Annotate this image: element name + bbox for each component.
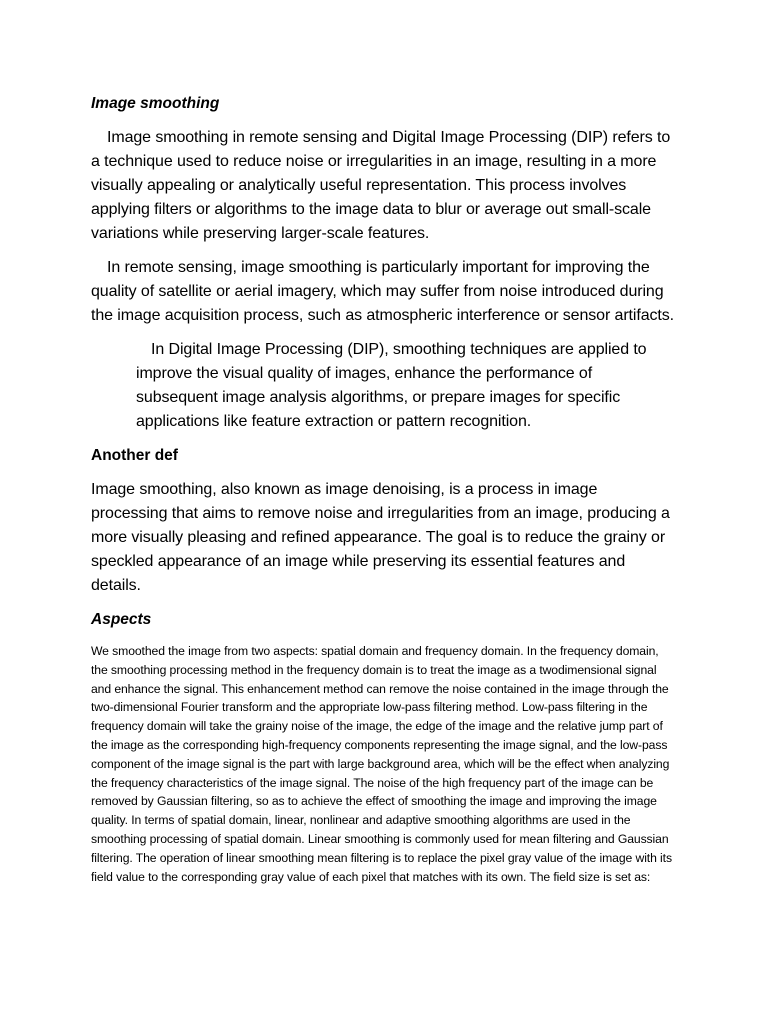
section-heading-aspects: Aspects [91,611,152,628]
paragraph-dip: In Digital Image Processing (DIP), smoothing techniques are applied to improve the visual quality of images, enhance the performance of subsequent image analysis algorithms, or prepare images for specific applications like feature extraction or pattern recognition. [136,341,647,430]
paragraph-aspects: We smoothed the image from two aspects: spatial domain and frequency domain. In the frequency domain, the smoothing processing method in the frequency domain is to treat the image as a twodimensional signal and enhance the signal. This enhancement method can remove the noise contained in the image through the two-dimensional Fourier transform and the appropriate low-pass filtering method. Low-pass filtering in the frequency domain will take the grainy noise of the image, the edge of the image and the relative jump part of the image as the corresponding high-frequency components representing the image signal, and the low-pass component of the image signal is the part with large background area, which will be the effect when analyzing the frequency characteristics of the image signal. The noise of the high frequency part of the image can be removed by Gaussian filtering, so as to achieve the effect of smoothing the image and improving the image quality. In terms of spatial domain, linear, nonlinear and adaptive smoothing algorithms are used in the smoothing processing of spatial domain. Linear smoothing is commonly used for mean filtering and Gaussian filtering. The operation of linear smoothing mean filtering is to replace the pixel gray value of the image with its field value to the corresponding gray value of each pixel that matches with its own. The field size is set as: [91,644,672,884]
paragraph-another-def: Image smoothing, also known as image denoising, is a process in image processing that aims to remove noise and irregularities from an image, producing a more visually pleasing and refined appearance. The goal is to reduce the grainy or speckled appearance of an image while preserving its essential features and details. [91,481,670,594]
section-heading-another-def: Another def [91,447,178,464]
paragraph-remote-sensing: In remote sensing, image smoothing is particularly important for improving the quality of satellite or aerial imagery, which may suffer from noise introduced during the image acquisition process, such as atmospheric interference or sensor artifacts. [91,259,674,324]
document-body [91,92,677,896]
section-heading-image-smoothing: Image smoothing [91,95,220,112]
paragraph-definition: Image smoothing in remote sensing and Digital Image Processing (DIP) refers to a technique used to reduce noise or irregularities in an image, resulting in a more visually appealing or analytically useful representation. This process involves applying filters or algorithms to the image data to blur or average out small-scale variations while preserving larger-scale features. [91,129,671,242]
